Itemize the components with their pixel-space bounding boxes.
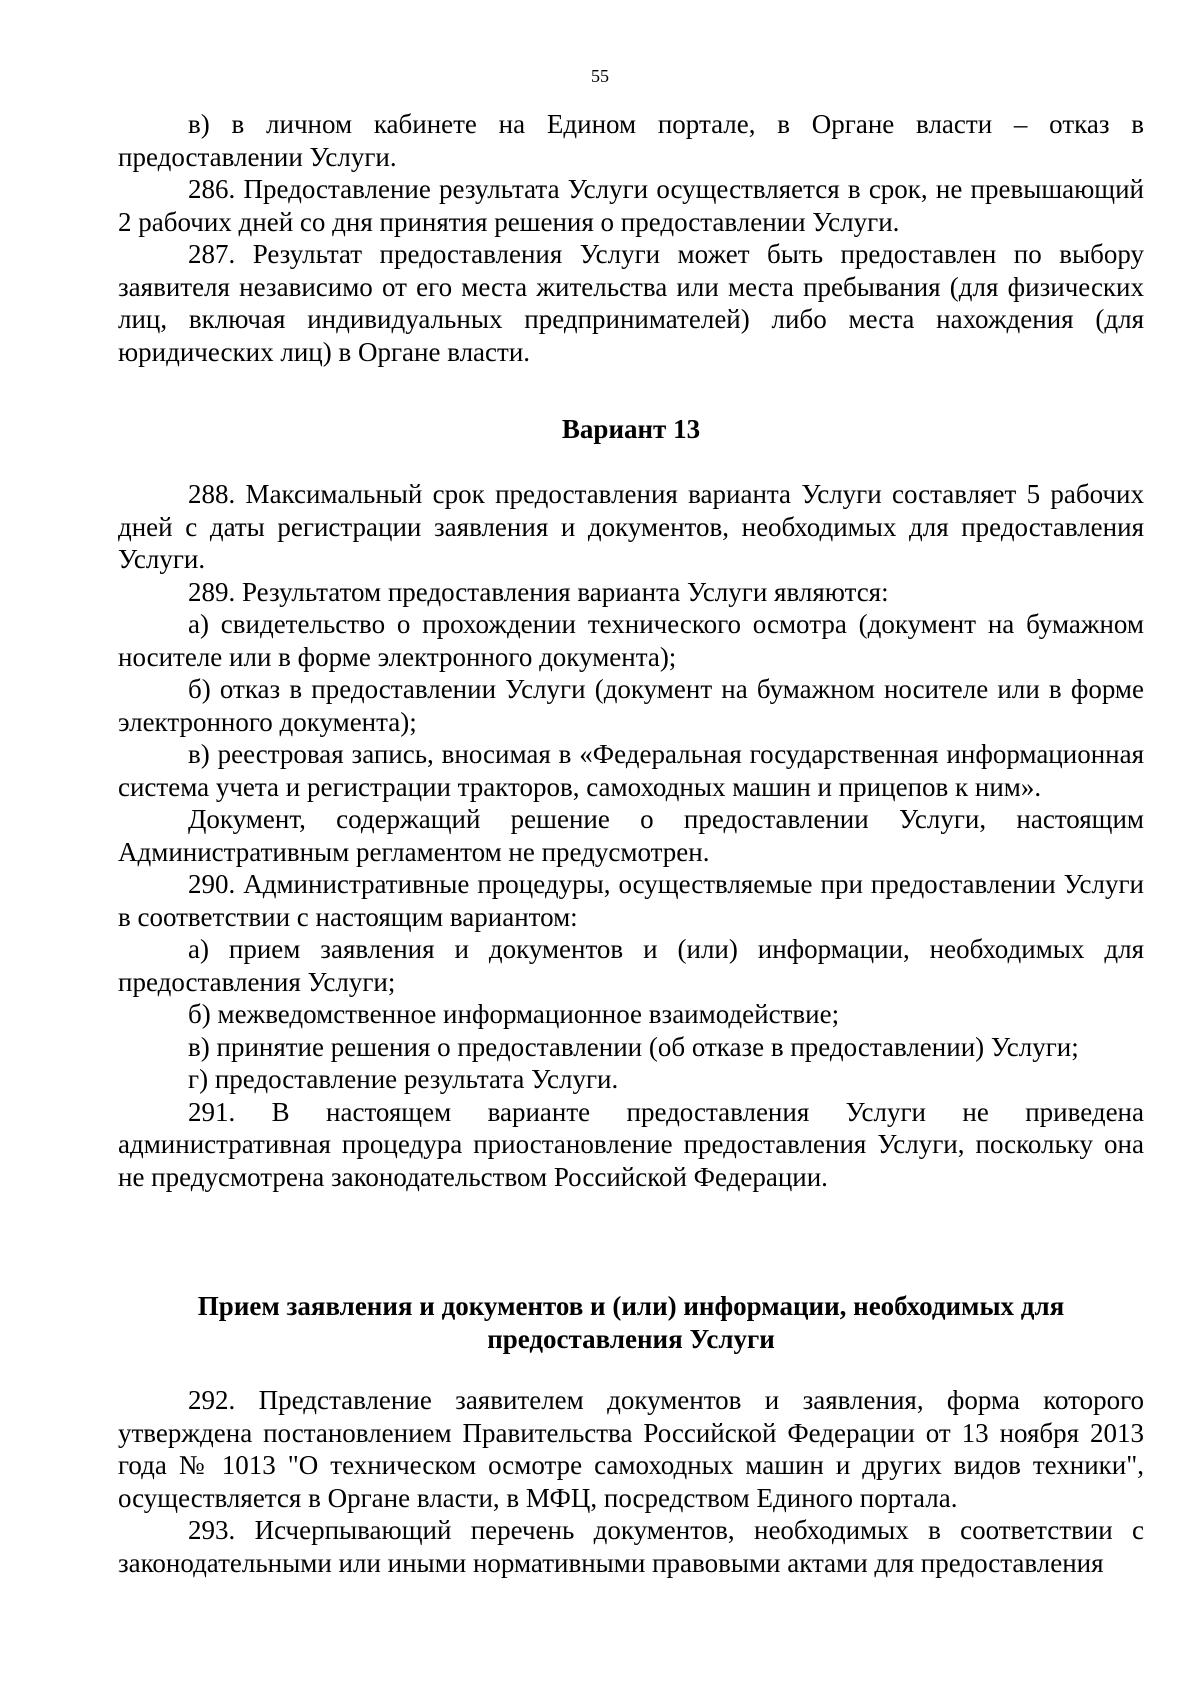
paragraph: б) отказ в предоставлении Услуги (документ на бумажном носителе или в форме электронного документа); xyxy=(118,674,1144,737)
paragraph: 287. Результат предоставления Услуги может быть предоставлен по выбору заявителя независимо от его места жительства или места пребывания (для физических лиц, включая индивидуальных предпринимателей) либо места нахождения (для юридических лиц) в Органе власти. xyxy=(118,239,1144,367)
paragraph: 291. В настоящем варианте предоставления Услуги не приведена административная процедура приостановление предоставления Услуги, поскольку она не предусмотрена законодательством Российской Федерации. xyxy=(118,1096,1144,1192)
page-number: 55 xyxy=(591,66,609,86)
paragraph: б) межведомственное информационное взаимодействие; xyxy=(188,999,840,1029)
section-reception xyxy=(118,1384,1144,1579)
paragraph: Документ, содержащий решение о предоставлении Услуги, настоящим Административным регламентом не предусмотрен. xyxy=(118,804,1144,867)
paragraph: г) предоставление результата Услуги. xyxy=(188,1064,619,1094)
paragraph: 288. Максимальный срок предоставления варианта Услуги составляет 5 рабочих дней с даты регистрации заявления и документов, необходимых для предоставления Услуги. xyxy=(118,479,1144,574)
heading-reception xyxy=(118,1290,1144,1355)
paragraph: в) принятие решения о предоставлении (об отказе в предоставлении) Услуги; xyxy=(188,1031,1079,1062)
paragraph: в) реестровая запись, вносимая в «Федеральная государственная информационная система учета и регистрации тракторов, самоходных машин и прицепов к ним». xyxy=(118,739,1144,802)
paragraph: в) в личном кабинете на Едином портале, в Органе власти – отказ в предоставлении Услуги. xyxy=(118,109,1144,172)
section-heading-line: Прием заявления и документов и (или) информации, необходимых для xyxy=(197,1291,1065,1321)
paragraph: 292. Представление заявителем документов и заявления, форма которого утверждена постановлением Правительства Российской Федерации от 13 ноября 2013 года № 1013 "О техническом осмотре самоходных машин и других видов техники", осуществляется в Органе власти, в МФЦ, посредством Единого портала. xyxy=(118,1385,1144,1513)
section-variant-13 xyxy=(118,478,1144,1193)
paragraph: 290. Административные процедуры, осуществляемые при предоставлении Услуги в соответствии с настоящим вариантом: xyxy=(118,869,1144,932)
paragraph: 293. Исчерпывающий перечень документов, необходимых в соответствии с законодательными или иными нормативными правовыми актами для предоставления xyxy=(118,1515,1144,1578)
paragraph: 286. Предоставление результата Услуги осуществляется в срок, не превышающий 2 рабочих дней со дня принятия решения о предоставлении Услуги. xyxy=(118,174,1144,237)
section-heading-line: предоставления Услуги xyxy=(487,1323,775,1354)
heading-variant xyxy=(118,413,1144,446)
paragraph: а) прием заявления и документов и (или) информации, необходимых для предоставления Услуги; xyxy=(118,934,1144,997)
paragraph: а) свидетельство о прохождении технического осмотра (документ на бумажном носителе или в форме электронного документа); xyxy=(118,609,1144,672)
paragraph: 289. Результатом предоставления варианта Услуги являются: xyxy=(188,576,889,607)
section-intro xyxy=(118,108,1144,368)
section-heading: Вариант 13 xyxy=(561,414,701,444)
